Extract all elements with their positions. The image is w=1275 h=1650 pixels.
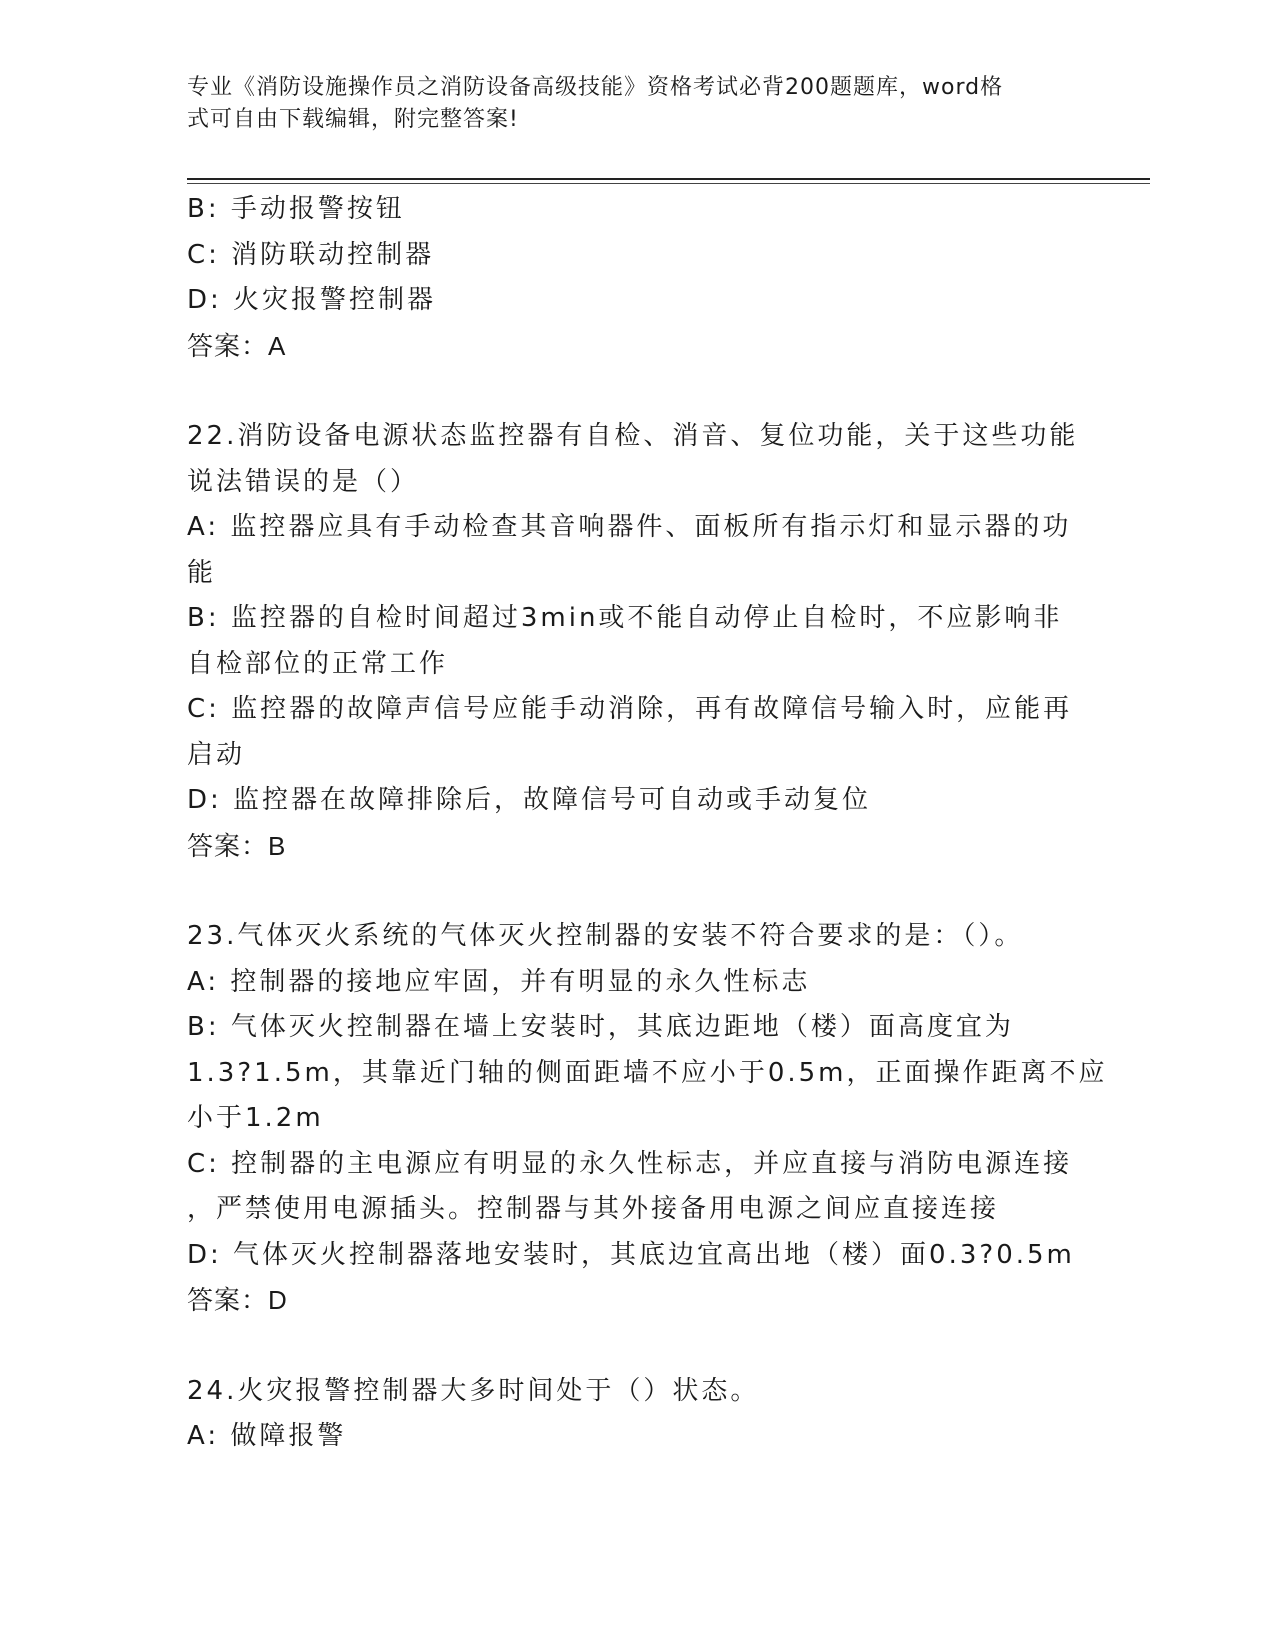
header-divider-thin <box>187 183 1150 184</box>
answer: 答案：D <box>187 1285 288 1315</box>
option-b: B: 气体灭火控制器在墙上安装时，其底边距地（楼）面高度宜为 <box>187 1012 1014 1042</box>
option-b: B: 监控器的自检时间超过3min或不能自动停止自检时，不应影响非 <box>187 603 1063 633</box>
document-header <box>187 72 1067 136</box>
question-21-tail <box>187 187 1067 369</box>
option-a: A: 监控器应具有手动检查其音响器件、面板所有指示灯和显示器的功 <box>187 512 1072 542</box>
option-d: D: 气体灭火控制器落地安装时，其底边宜高出地（楼）面0.3?0.5m <box>187 1239 1075 1270</box>
option-d: D: 火灾报警控制器 <box>187 285 437 315</box>
option-c: C: 监控器的故障声信号应能手动消除，再有故障信号输入时，应能再 <box>187 694 1073 724</box>
header-line-1: 专业《消防设施操作员之消防设备高级技能》资格考试必背200题题库，word格 <box>187 75 1004 100</box>
spacer <box>187 869 1067 914</box>
option-a: A: 控制器的接地应牢固，并有明显的永久性标志 <box>187 966 811 997</box>
option-c-cont: 启动 <box>187 739 246 770</box>
question-stem: 23.气体灭火系统的气体灭火控制器的安装不符合要求的是：（）。 <box>187 921 1024 951</box>
question-24 <box>187 1369 1067 1460</box>
answer: 答案：B <box>187 830 287 861</box>
question-list <box>187 187 1108 1460</box>
header-divider-thick <box>187 178 1150 180</box>
spacer <box>187 1324 1067 1369</box>
question-stem: 22.消防设备电源状态监控器有自检、消音、复位功能，关于这些功能 <box>187 421 1079 451</box>
question-23 <box>187 914 1108 1324</box>
header-line-2: 式可自由下载编辑，附完整答案! <box>187 107 519 132</box>
option-a-cont: 能 <box>187 557 217 588</box>
option-b-cont: 自检部位的正常工作 <box>187 648 449 679</box>
option-b: B: 手动报警按钮 <box>187 194 405 224</box>
question-stem: 24.火灾报警控制器大多时间处于（）状态。 <box>187 1375 760 1406</box>
option-b-cont: 小于1.2m <box>187 1103 324 1133</box>
spacer <box>187 369 1067 414</box>
option-a: A: 做障报警 <box>187 1421 347 1451</box>
question-stem-cont: 说法错误的是（） <box>187 466 420 497</box>
question-22 <box>187 414 1079 869</box>
option-c-cont: ，严禁使用电源插头。控制器与其外接备用电源之间应直接连接 <box>187 1194 1000 1224</box>
option-c: C: 控制器的主电源应有明显的永久性标志，并应直接与消防电源连接 <box>187 1148 1073 1179</box>
option-c: C: 消防联动控制器 <box>187 239 435 270</box>
option-d: D: 监控器在故障排除后，故障信号可自动或手动复位 <box>187 785 872 815</box>
answer: 答案：A <box>187 330 287 361</box>
option-b-cont: 1.3?1.5m，其靠近门轴的侧面距墙不应小于0.5m，正面操作距离不应 <box>187 1057 1108 1088</box>
